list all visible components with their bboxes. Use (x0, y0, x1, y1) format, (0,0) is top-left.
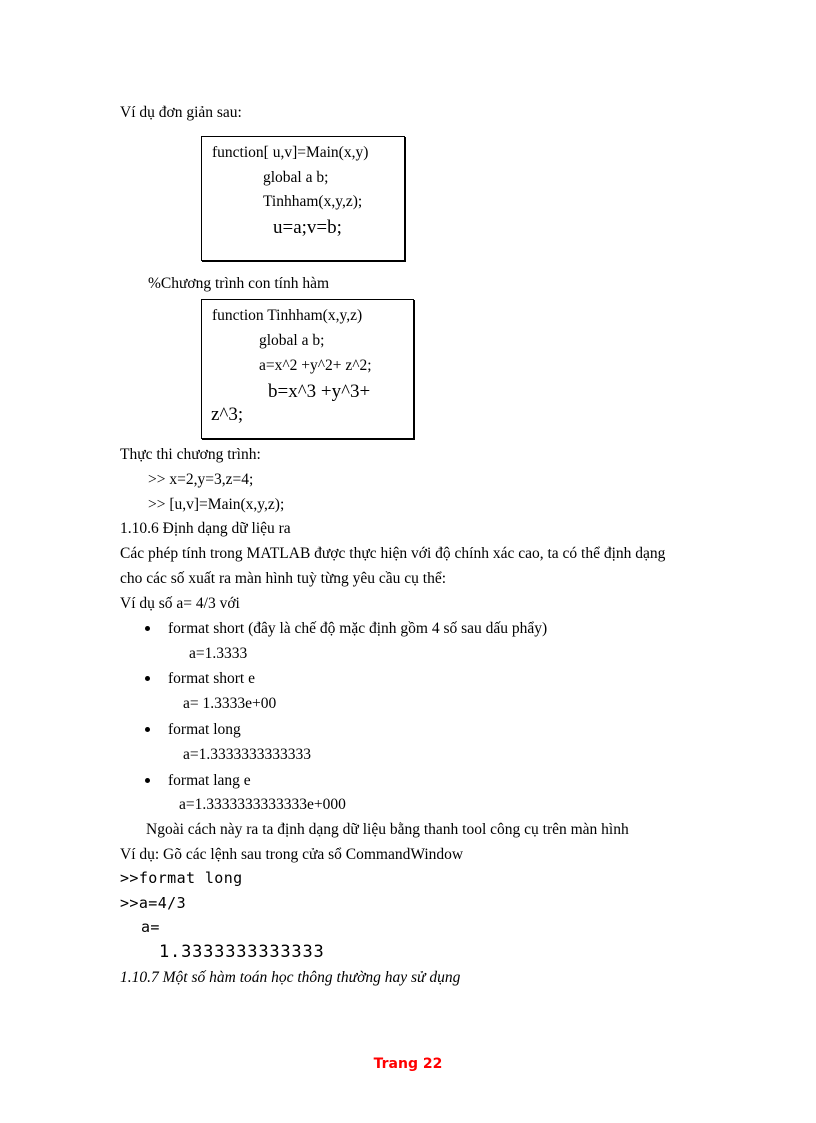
example-text: Ví dụ số a= 4/3 với (120, 595, 240, 612)
format-result: a=1.3333333333333e+000 (179, 796, 346, 813)
bullet-icon (145, 676, 150, 681)
format-result: a= 1.3333e+00 (183, 695, 277, 712)
comment-text: %Chương trình con tính hàm (148, 275, 330, 292)
format-name: format short (đây là chế độ mặc định gồm 4 số sau dấu phẩy) (168, 620, 548, 637)
next-section-heading: 1.10.7 Một số hàm toán học thông thường hay sử dụng (120, 969, 461, 986)
code-line: u=a;v=b; (273, 217, 342, 238)
format-result: a=1.3333333333333 (183, 746, 311, 763)
code-line: b=x^3 +y^3+ (268, 381, 371, 402)
code-line: global a b; (263, 169, 329, 186)
intro-text: Ví dụ đơn giản sau: (120, 104, 242, 121)
bullet-icon (145, 626, 150, 631)
console-output: 1.3333333333333 (159, 942, 325, 962)
bullet-icon (145, 778, 150, 783)
code-line: a=x^2 +y^2+ z^2; (259, 357, 372, 374)
run-label: Thực thi chương trình: (120, 446, 261, 463)
console-line: >>a=4/3 (120, 894, 187, 912)
format-name: format long (168, 721, 241, 738)
paragraph-line: Các phép tính trong MATLAB được thực hiện với độ chính xác cao, ta có thể định dạng (120, 545, 666, 562)
code-line: Tinhham(x,y,z); (263, 193, 363, 210)
command-window-example: Ví dụ: Gõ các lệnh sau trong cửa sổ CommandWindow (120, 846, 464, 863)
section-heading: 1.10.6 Định dạng dữ liệu ra (120, 520, 291, 537)
code-line: function[ u,v]=Main(x,y) (212, 144, 369, 161)
console-line: >>format long (120, 869, 243, 887)
code-line: function Tinhham(x,y,z) (212, 307, 363, 324)
code-line: global a b; (259, 332, 325, 349)
format-result: a=1.3333 (189, 645, 248, 662)
bullet-icon (145, 727, 150, 732)
code-line: z^3; (211, 404, 244, 425)
page-number: Trang 22 (373, 1056, 443, 1072)
format-name: format lang e (168, 772, 251, 789)
paragraph-line: cho các số xuất ra màn hình tuỳ từng yêu cầu cụ thể: (120, 570, 447, 587)
console-line: a= (141, 918, 160, 936)
command-line: >> [u,v]=Main(x,y,z); (148, 496, 285, 513)
toolbar-note: Ngoài cách này ra ta định dạng dữ liệu bằng thanh tool công cụ trên màn hình (146, 821, 629, 838)
command-line: >> x=2,y=3,z=4; (148, 471, 254, 488)
format-name: format short e (168, 670, 255, 687)
